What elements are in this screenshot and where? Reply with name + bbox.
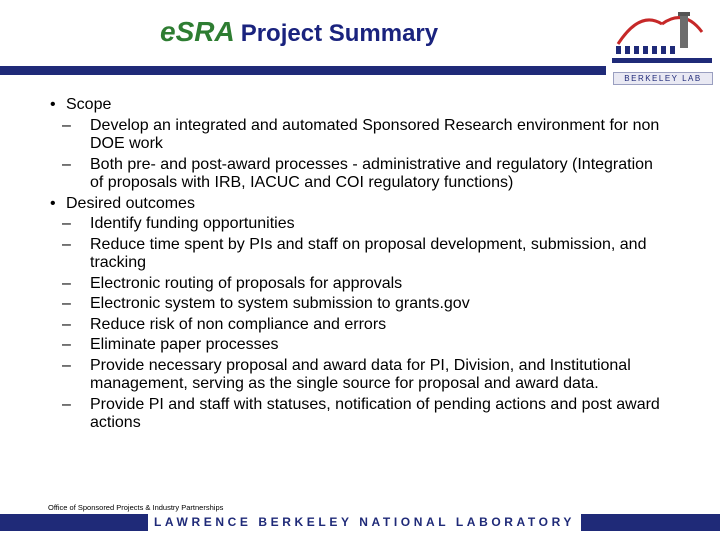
dash-icon: –: [62, 315, 71, 333]
sub-bullet-text: Both pre- and post-award processes - administrative and regulatory (Integration of proposals with IRB, IACUC and COI regulatory functions): [90, 155, 653, 191]
sub-bullet: [50, 295, 670, 314]
bullet-heading: Scope: [66, 96, 112, 113]
dash-icon: –: [62, 295, 71, 312]
bullet-content: [50, 96, 670, 435]
dash-icon: –: [62, 235, 71, 253]
sub-bullet-text: Electronic system to system submission to grants.gov: [90, 295, 470, 312]
sub-bullet-text: Provide PI and staff with statuses, notification of pending actions and post award actions: [90, 395, 660, 431]
title-text: Project Summary: [240, 20, 439, 47]
bullet-heading: Desired outcomes: [66, 194, 195, 212]
sub-bullet: [50, 117, 670, 154]
sub-bullet: [50, 316, 670, 335]
bullet-desired-outcomes: [50, 195, 670, 214]
logo-label: BERKELEY LAB: [613, 72, 713, 85]
sub-bullet-text: Reduce time spent by PIs and staff on proposal development, submission, and tracking: [90, 235, 647, 271]
bullet-scope: [50, 96, 670, 115]
title-acronym: eSRA: [160, 16, 235, 47]
sub-bullet: [50, 275, 670, 294]
sub-bullet-text: Reduce risk of non compliance and errors: [90, 315, 387, 333]
sub-bullet-text: Provide necessary proposal and award data for PI, Division, and Institutional management, serving as the single source for proposal and award data.: [90, 356, 631, 392]
footer-note: Office of Sponsored Projects & Industry Partnerships: [48, 503, 224, 512]
dash-icon: –: [62, 395, 71, 413]
dash-icon: –: [62, 356, 71, 374]
sub-bullet-text: Electronic routing of proposals for approvals: [90, 274, 403, 292]
slide-title: [160, 16, 438, 48]
sub-bullet: [50, 156, 670, 193]
footer-lab-name: LAWRENCE BERKELEY NATIONAL LABORATORY: [148, 514, 581, 531]
dash-icon: –: [62, 155, 71, 173]
sub-bullet: [50, 396, 670, 433]
dash-icon: –: [62, 274, 71, 292]
sub-bullet: [50, 357, 670, 394]
bullet-dot-icon: •: [50, 96, 56, 113]
sub-bullet-text: Eliminate paper processes: [90, 336, 279, 353]
dash-icon: –: [62, 215, 71, 232]
sub-bullet: [50, 336, 670, 355]
bullet-dot-icon: •: [50, 194, 56, 212]
header-bar: [0, 66, 606, 75]
sub-bullet-text: Identify funding opportunities: [90, 215, 295, 232]
sub-bullet-text: Develop an integrated and automated Sponsored Research environment for non DOE work: [90, 116, 660, 152]
dash-icon: –: [62, 336, 71, 353]
sub-bullet: [50, 236, 670, 273]
dash-icon: –: [62, 116, 71, 134]
sub-bullet: [50, 215, 670, 234]
